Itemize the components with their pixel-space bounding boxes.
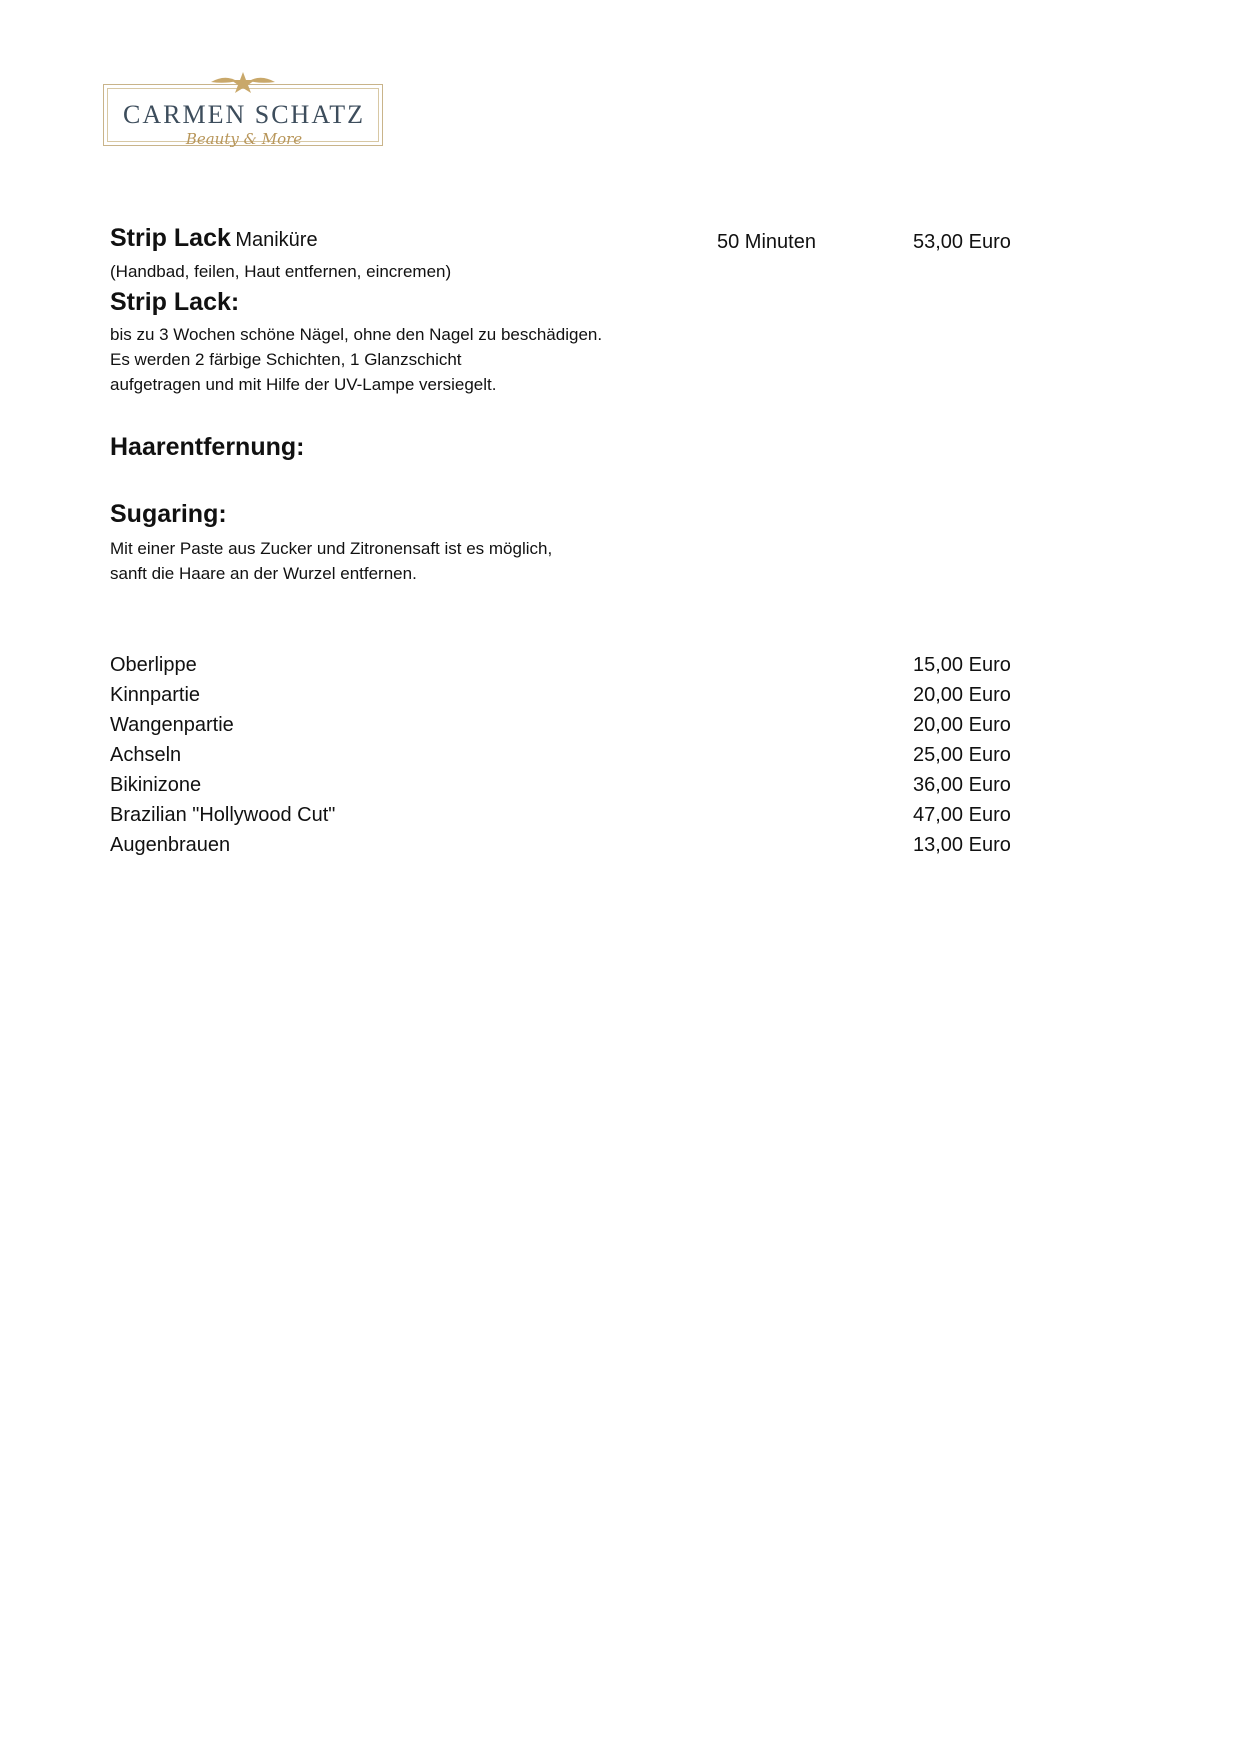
sugaring-heading: Sugaring: <box>110 500 227 528</box>
service-price: 36,00 Euro <box>913 774 1011 796</box>
brand-logo <box>103 70 385 154</box>
manicure-title-bold: Strip Lack <box>110 224 231 252</box>
service-name: Augenbrauen <box>110 834 231 856</box>
service-name: Wangenpartie <box>110 714 234 736</box>
description-line: sanft die Haare an der Wurzel entfernen. <box>110 564 417 583</box>
service-name: Oberlippe <box>110 654 197 676</box>
service-name: Achseln <box>110 744 182 766</box>
description-line: Mit einer Paste aus Zucker und Zitronensaft ist es möglich, <box>110 539 553 558</box>
manicure-price: 53,00 Euro <box>913 231 1011 253</box>
description-line: aufgetragen und mit Hilfe der UV-Lampe versiegelt. <box>110 375 497 394</box>
manicure-duration: 50 Minuten <box>717 231 816 253</box>
price-row <box>110 774 1010 804</box>
logo-tagline: Beauty & More <box>185 130 303 148</box>
manicure-subtitle: Maniküre <box>235 229 318 251</box>
sugaring-description <box>110 536 552 586</box>
service-name: Brazilian "Hollywood Cut" <box>110 804 336 826</box>
service-price: 20,00 Euro <box>913 714 1011 736</box>
manicure-note: (Handbad, feilen, Haut entfernen, eincremen) <box>110 262 452 281</box>
service-price: 47,00 Euro <box>913 804 1011 826</box>
price-row <box>110 744 1010 774</box>
strip-lack-heading: Strip Lack: <box>110 288 240 316</box>
service-price: 15,00 Euro <box>913 654 1011 676</box>
service-price: 25,00 Euro <box>913 744 1011 766</box>
star-icon <box>209 70 277 94</box>
service-name: Bikinizone <box>110 774 202 796</box>
logo-name: CARMEN SCHATZ <box>123 100 365 129</box>
price-row <box>110 804 1010 834</box>
service-price: 20,00 Euro <box>913 684 1011 706</box>
hair-removal-heading: Haarentfernung: <box>110 433 305 461</box>
manicure-title <box>110 224 318 253</box>
price-row <box>110 834 1010 864</box>
service-price: 13,00 Euro <box>913 834 1011 856</box>
price-row <box>110 714 1010 744</box>
strip-lack-description <box>110 322 602 397</box>
service-name: Kinnpartie <box>110 684 201 706</box>
price-row <box>110 684 1010 714</box>
description-line: Es werden 2 färbige Schichten, 1 Glanzschicht <box>110 350 462 369</box>
description-line: bis zu 3 Wochen schöne Nägel, ohne den Nagel zu beschädigen. <box>110 325 603 344</box>
price-row <box>110 654 1010 684</box>
